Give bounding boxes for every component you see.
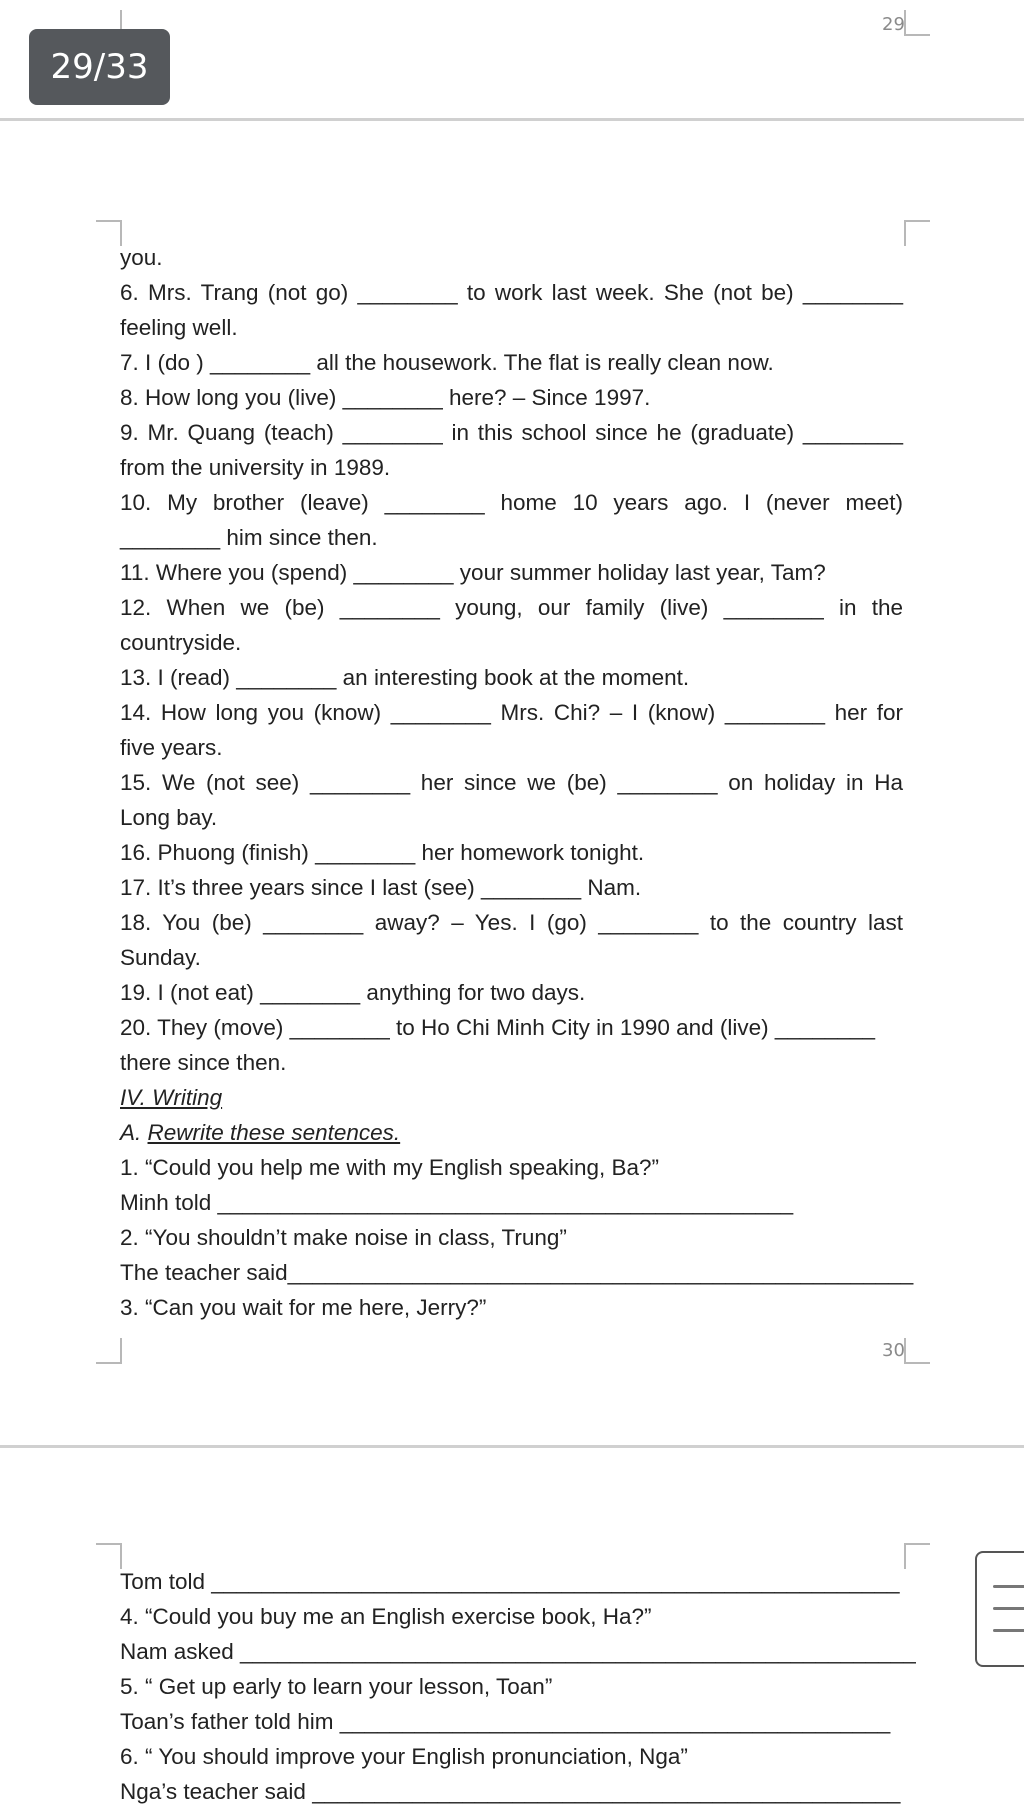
text-line: 5. “ Get up early to learn your lesson, Toan”	[120, 1674, 553, 1699]
page-corner-mark	[96, 220, 122, 246]
page-corner-mark	[904, 10, 930, 36]
text-line: 17. It’s three years since I last (see) ________ Nam.	[120, 875, 642, 900]
text-line: you.	[120, 245, 163, 270]
subsection-heading-prefix: A.	[120, 1120, 148, 1145]
text-line: feeling well.	[120, 315, 238, 340]
text-line: 6. Mrs. Trang (not go) ________ to work last week. She (not be) ________	[120, 280, 903, 305]
text-line: 16. Phuong (finish) ________ her homework tonight.	[120, 840, 645, 865]
text-line: 2. “You shouldn’t make noise in class, Trung”	[120, 1225, 567, 1250]
menu-icon-bar	[993, 1585, 1024, 1588]
page-corner-mark	[904, 220, 930, 246]
side-menu-button[interactable]	[975, 1551, 1024, 1667]
text-line: 9. Mr. Quang (teach) ________ in this school since he (graduate) ________	[120, 420, 903, 445]
text-line: 7. I (do ) ________ all the housework. The flat is really clean now.	[120, 350, 774, 375]
text-line: 6. “ You should improve your English pronunciation, Nga”	[120, 1744, 688, 1769]
section-heading-text: IV. Writing	[120, 1085, 223, 1110]
text-line: 15. We (not see) ________ her since we (be) ________ on holiday in Ha	[120, 770, 903, 795]
page-corner-mark	[904, 1543, 930, 1569]
text-line: Toan’s father told him ____________________________________________	[120, 1709, 891, 1734]
page-30-text	[120, 1564, 916, 1809]
page-number: 29	[882, 14, 905, 35]
text-line: Sunday.	[120, 945, 201, 970]
text-line: 18. You (be) ________ away? – Yes. I (go) ________ to the country last	[120, 910, 903, 935]
text-line: five years.	[120, 735, 223, 760]
menu-icon-bar	[993, 1629, 1024, 1632]
text-line: 13. I (read) ________ an interesting book at the moment.	[120, 665, 690, 690]
text-line: Long bay.	[120, 805, 218, 830]
page-separator	[0, 118, 1024, 121]
text-line: Nam asked ______________________________________________________	[120, 1639, 916, 1664]
text-line: ________ him since then.	[120, 525, 378, 550]
text-line: 3. “Can you wait for me here, Jerry?”	[120, 1295, 487, 1320]
text-line: from the university in 1989.	[120, 455, 391, 480]
text-line: countryside.	[120, 630, 242, 655]
page-corner-mark	[904, 1338, 930, 1364]
text-line: 19. I (not eat) ________ anything for two days.	[120, 980, 586, 1005]
text-line: 12. When we (be) ________ young, our family (live) ________ in the	[120, 595, 903, 620]
page-29-text	[120, 240, 914, 1325]
text-line: Tom told _______________________________________________________	[120, 1569, 900, 1594]
text-line: Nga’s teacher said _______________________________________________	[120, 1779, 901, 1804]
page-separator	[0, 1445, 1024, 1448]
subsection-heading	[120, 1115, 903, 1150]
section-heading	[120, 1080, 903, 1115]
text-line: Minh told ______________________________________________	[120, 1190, 794, 1215]
text-line: there since then.	[120, 1050, 287, 1075]
page-corner-mark	[96, 1543, 122, 1569]
text-line: 14. How long you (know) ________ Mrs. Chi? – I (know) ________ her for	[120, 700, 903, 725]
menu-icon-bar	[993, 1607, 1024, 1610]
text-line: 10. My brother (leave) ________ home 10 years ago. I (never meet)	[120, 490, 903, 515]
page-indicator: 29/33	[29, 29, 170, 105]
text-line: 4. “Could you buy me an English exercise book, Ha?”	[120, 1604, 652, 1629]
subsection-heading-text: Rewrite these sentences.	[147, 1120, 401, 1145]
text-line: 8. How long you (live) ________ here? – Since 1997.	[120, 385, 651, 410]
text-line: 20. They (move) ________ to Ho Chi Minh City in 1990 and (live) ________	[120, 1015, 876, 1040]
text-line: 11. Where you (spend) ________ your summer holiday last year, Tam?	[120, 560, 826, 585]
text-line: The teacher said__________________________________________________	[120, 1260, 914, 1285]
page-number: 30	[882, 1340, 905, 1361]
page-corner-mark	[96, 1338, 122, 1364]
text-line: 1. “Could you help me with my English speaking, Ba?”	[120, 1155, 660, 1180]
